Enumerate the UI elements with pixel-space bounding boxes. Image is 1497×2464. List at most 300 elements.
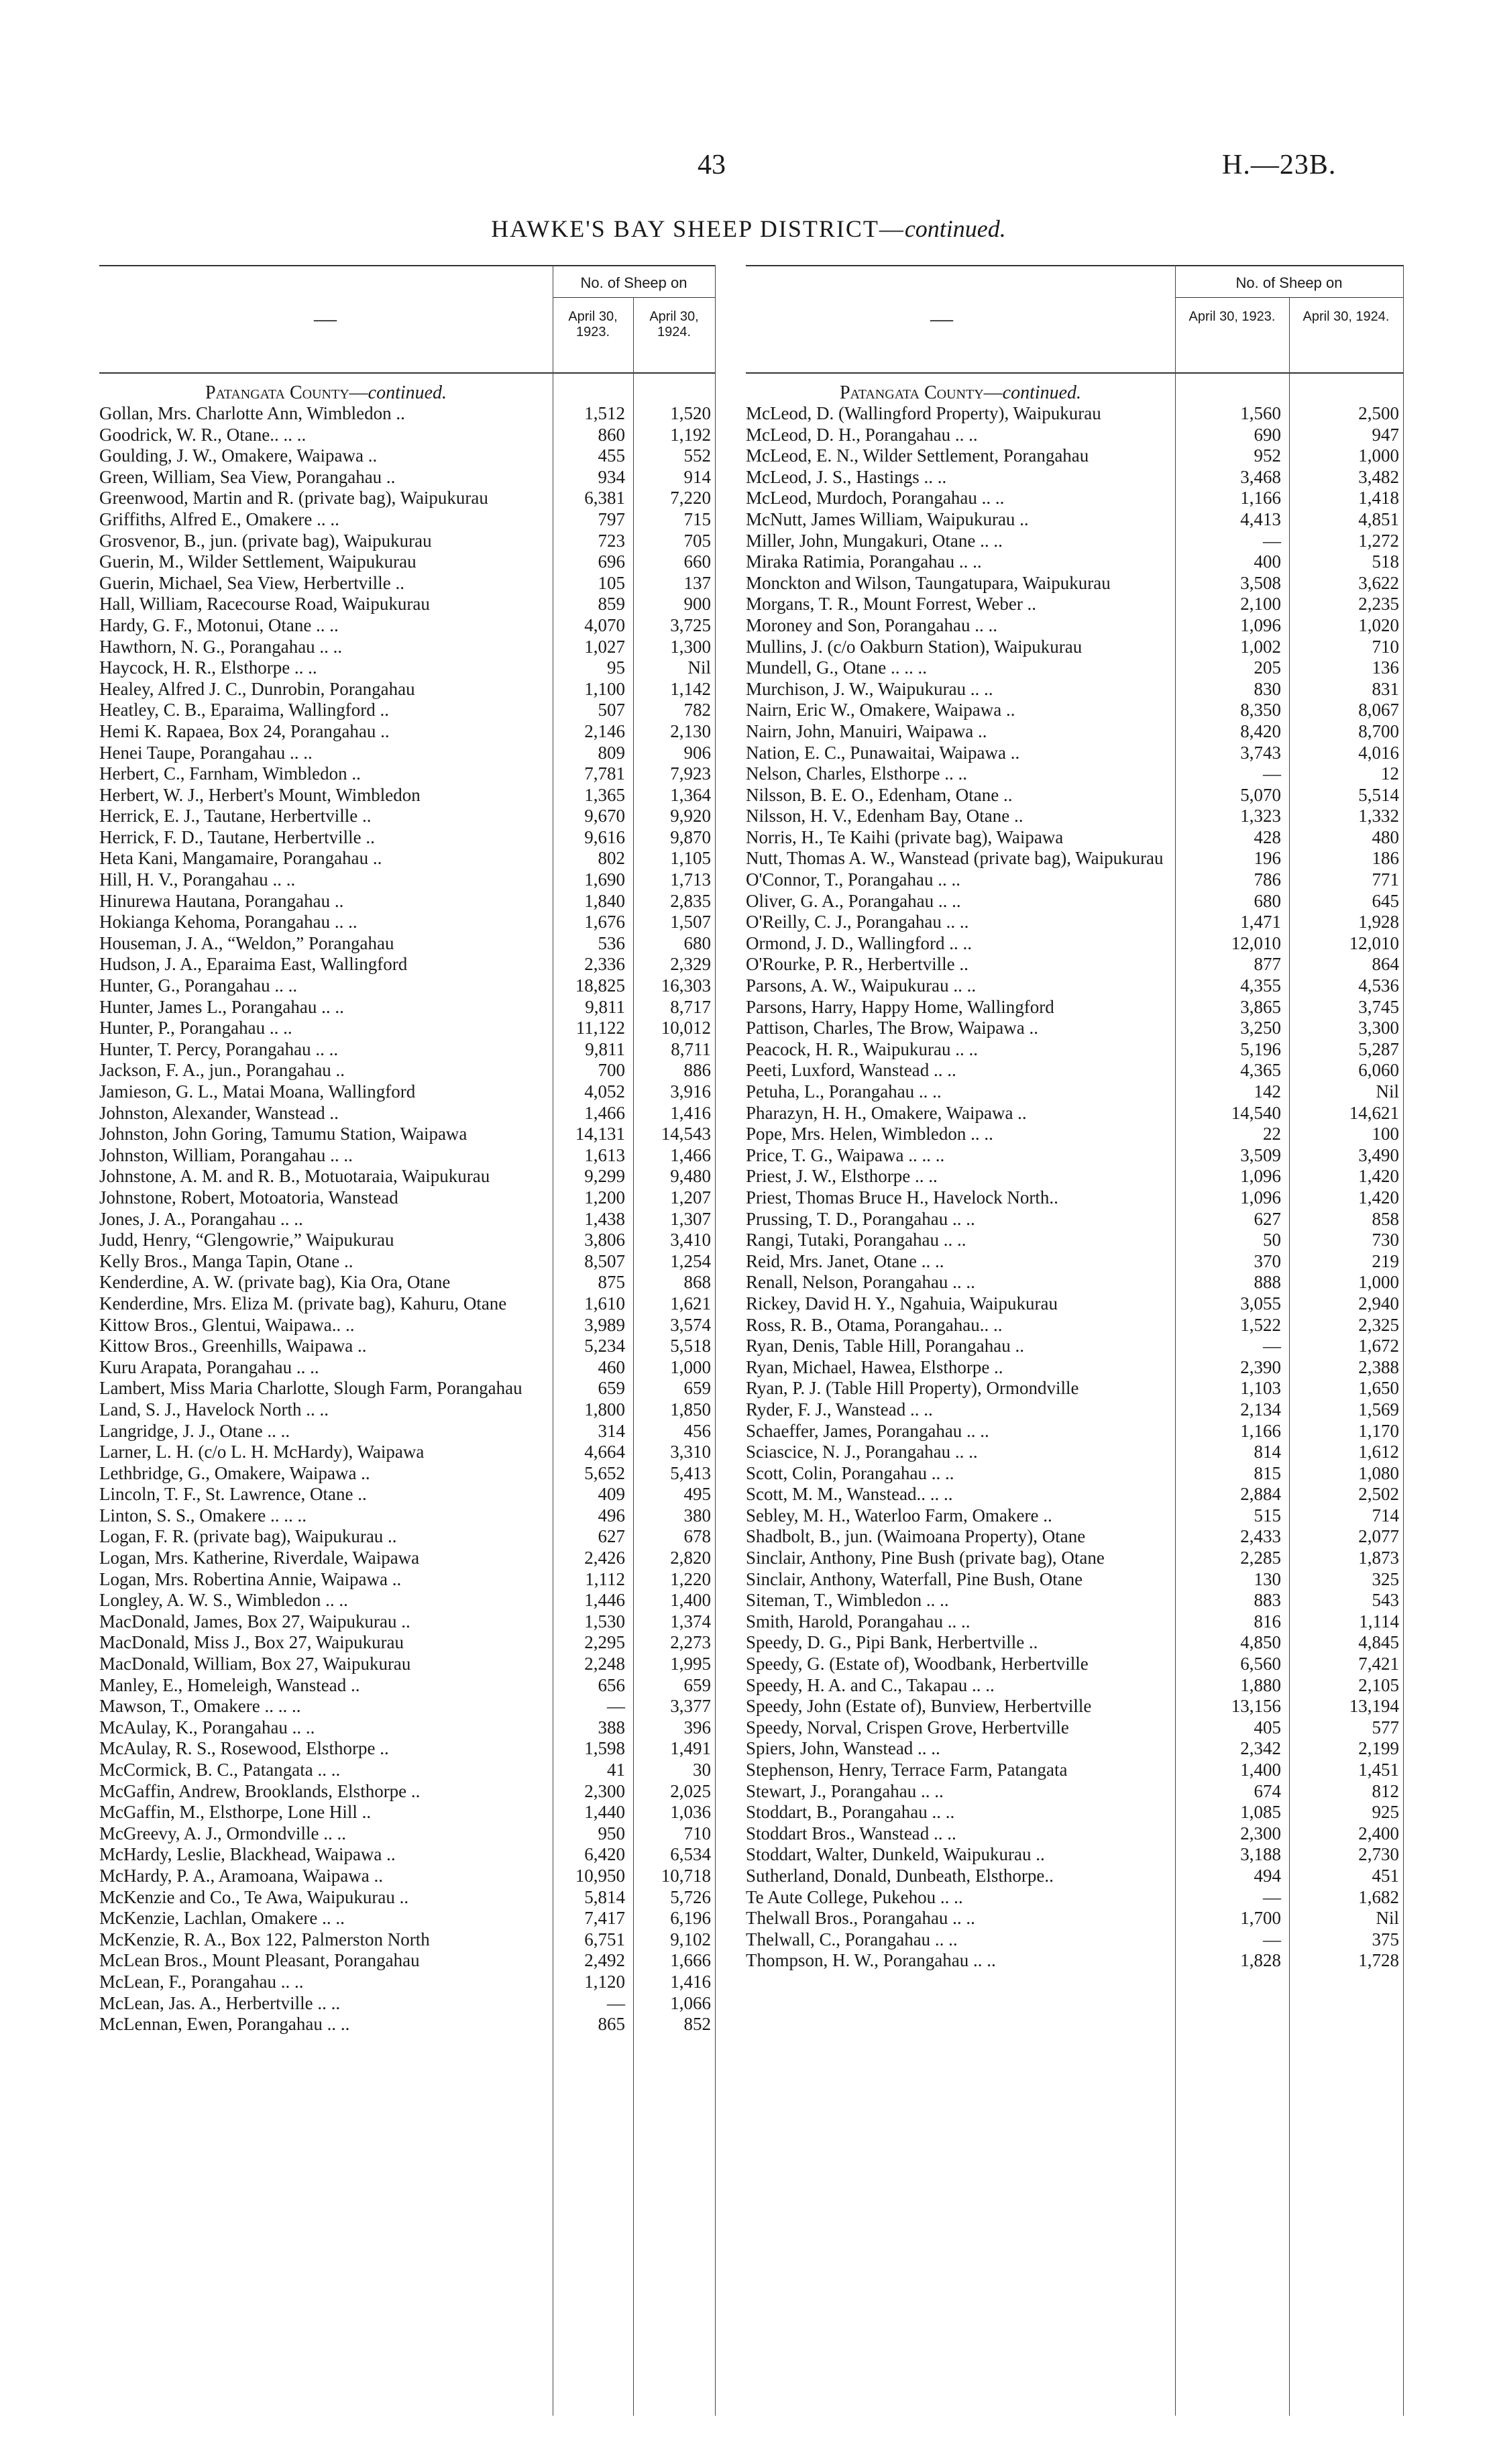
owner-name: Siteman, T., Wimbledon .. .. — [746, 1590, 949, 1611]
sheep-count-1923: 1,096 — [1240, 1187, 1281, 1208]
sheep-count-1923: 142 — [1254, 1081, 1281, 1102]
sheep-count-1924: 518 — [1372, 551, 1399, 572]
owner-name: O'Rourke, P. R., Herbertville .. — [746, 954, 968, 975]
owner-name: Pope, Mrs. Helen, Wimbledon .. .. — [746, 1124, 993, 1144]
sheep-count-1923: 3,865 — [1240, 996, 1281, 1017]
sheep-count-1924: 947 — [1372, 424, 1399, 445]
sheep-count-1923: 400 — [1254, 551, 1281, 572]
owner-name: McGaffin, Andrew, Brooklands, Elsthorpe .. — [99, 1780, 421, 1801]
table-row — [746, 1421, 1403, 1442]
sheep-count-1923: 2,300 — [1240, 1823, 1281, 1843]
sheep-count-1923: 8,420 — [1240, 720, 1281, 741]
table-row — [746, 637, 1403, 658]
sheep-count-1923: 1,166 — [1240, 1420, 1281, 1441]
sheep-count-1923: 888 — [1254, 1272, 1281, 1293]
owner-name: McLean Bros., Mount Pleasant, Porangahau — [99, 1950, 420, 1971]
sheep-count-1924: 8,700 — [1358, 720, 1399, 741]
sheep-count-1924: 1,192 — [670, 424, 711, 445]
owner-name: Jackson, F. A., jun., Porangahau .. — [99, 1060, 345, 1081]
owner-name: Smith, Harold, Porangahau .. .. — [746, 1611, 971, 1631]
table-row — [746, 1124, 1403, 1145]
sheep-count-1923: 2,100 — [1240, 594, 1281, 614]
table-row — [746, 509, 1403, 531]
table-row — [746, 657, 1403, 679]
table-row — [99, 1823, 715, 1845]
table-row — [99, 488, 715, 509]
owner-name: Rangi, Tutaki, Porangahau .. .. — [746, 1230, 966, 1250]
owner-name: Petuha, L., Porangahau .. .. — [746, 1081, 942, 1102]
table-row — [746, 1187, 1403, 1209]
sheep-count-1923: — — [607, 1992, 625, 2013]
sheep-count-1923: 405 — [1254, 1717, 1281, 1737]
table-row — [99, 743, 715, 764]
county-continued: continued. — [368, 382, 447, 403]
owner-name: Nairn, John, Manuiri, Waipawa .. — [746, 720, 987, 741]
county-heading — [99, 383, 553, 403]
table-row — [99, 1081, 715, 1103]
sheep-count-1924: 3,377 — [670, 1696, 711, 1717]
sheep-count-1924: 2,820 — [670, 1548, 711, 1568]
owner-name: Hunter, G., Porangahau .. .. — [99, 975, 298, 996]
owner-name: Shadbolt, B., jun. (Waimoana Property), Otane — [746, 1526, 1086, 1547]
sheep-count-1923: 494 — [1254, 1865, 1281, 1886]
owner-name: Miraka Ratimia, Porangahau .. .. — [746, 551, 982, 572]
sheep-count-1924: 1,300 — [670, 636, 711, 657]
owner-name: Judd, Henry, “Glengowrie,” Waipukurau — [99, 1230, 394, 1250]
table-row — [746, 975, 1403, 997]
table-row — [99, 509, 715, 531]
sheep-count-1923: 2,426 — [584, 1548, 625, 1568]
sheep-count-1924: 10,012 — [661, 1018, 711, 1038]
sheep-count-1924: 9,102 — [670, 1929, 711, 1949]
sheep-count-1923: 6,381 — [584, 488, 625, 508]
owner-name: Gollan, Mrs. Charlotte Ann, Wimbledon .. — [99, 403, 405, 423]
sheep-count-1923: 2,285 — [1240, 1548, 1281, 1568]
table-row — [746, 531, 1403, 552]
owner-name: Hunter, T. Percy, Porangahau .. .. — [99, 1038, 339, 1059]
owner-name: Henei Taupe, Porangahau .. .. — [99, 742, 313, 763]
sheep-count-1923: 1,200 — [584, 1187, 625, 1208]
sheep-count-1923: 2,134 — [1240, 1399, 1281, 1420]
owner-name: Kelly Bros., Manga Tapin, Otane .. — [99, 1250, 353, 1271]
sheep-count-1923: 6,420 — [584, 1844, 625, 1865]
owner-name: Mullins, J. (c/o Oakburn Station), Waipukurau — [746, 636, 1083, 657]
sheep-count-1923: 2,390 — [1240, 1356, 1281, 1377]
sheep-count-1924: 2,235 — [1358, 594, 1399, 614]
sheep-count-1924: 1,466 — [670, 1144, 711, 1165]
sheep-count-1923: 786 — [1254, 869, 1281, 890]
sheep-count-1923: 7,417 — [584, 1908, 625, 1929]
sheep-count-1923: 1,323 — [1240, 806, 1281, 826]
owner-name: McLennan, Ewen, Porangahau .. .. — [99, 2014, 350, 2035]
sheep-count-1924: 1,713 — [670, 869, 711, 890]
owner-name: Murchison, J. W., Waipukurau .. .. — [746, 678, 993, 699]
title-main: HAWKE'S BAY SHEEP DISTRICT— — [491, 215, 905, 242]
sheep-count-1924: 6,534 — [670, 1844, 711, 1865]
sheep-count-1924: 705 — [683, 530, 711, 551]
sheep-count-1924: 852 — [683, 2014, 711, 2035]
sheep-count-1923: 22 — [1263, 1124, 1281, 1144]
sheep-count-1924: 1,170 — [1358, 1420, 1399, 1441]
sheep-count-1924: 375 — [1372, 1929, 1399, 1949]
sheep-count-1924: 1,142 — [670, 678, 711, 699]
owner-name: Speedy, H. A. and C., Takapau .. .. — [746, 1674, 995, 1695]
table-row — [99, 1526, 715, 1548]
owner-name: Logan, F. R. (private bag), Waipukurau .. — [99, 1526, 397, 1547]
sheep-count-1924: 6,196 — [670, 1908, 711, 1929]
sheep-count-1923: 95 — [607, 657, 625, 678]
sheep-count-1923: 877 — [1254, 954, 1281, 975]
owner-name: Herrick, E. J., Tautane, Herbertville .. — [99, 806, 372, 826]
sheep-count-1923: 952 — [1254, 445, 1281, 466]
sheep-count-1923: 1,096 — [1240, 1166, 1281, 1187]
table-row — [746, 763, 1403, 785]
sheep-count-1923: 5,814 — [584, 1886, 625, 1907]
right-table-body — [746, 403, 1403, 1972]
sheep-count-1923: 14,540 — [1231, 1102, 1281, 1123]
sheep-count-1924: 1,332 — [1358, 806, 1399, 826]
table-row — [746, 1442, 1403, 1463]
right-table — [746, 265, 1403, 1972]
table-row — [99, 1124, 715, 1145]
county-name: Patangata County— — [839, 382, 1003, 403]
table-row — [99, 594, 715, 615]
owner-name: Johnstone, A. M. and R. B., Motuotaraia, Waipukurau — [99, 1166, 490, 1187]
sheep-count-1924: 100 — [1372, 1124, 1399, 1144]
sheep-count-1923: 9,811 — [585, 996, 625, 1017]
table-row — [99, 1950, 715, 1972]
owner-name: Thelwall, C., Porangahau .. .. — [746, 1929, 958, 1949]
sheep-count-1923: 1,100 — [584, 678, 625, 699]
owner-name: McKenzie and Co., Te Awa, Waipukurau .. — [99, 1886, 409, 1907]
owner-name: Hemi K. Rapaea, Box 24, Porangahau .. — [99, 720, 390, 741]
sheep-count-1924: 480 — [1372, 826, 1399, 847]
sheep-count-1924: 3,745 — [1358, 996, 1399, 1017]
table-row — [746, 1315, 1403, 1336]
sheep-count-1924: 660 — [683, 551, 711, 572]
owner-name: Greenwood, Martin and R. (private bag), Waipukurau — [99, 488, 488, 508]
table-row — [99, 785, 715, 806]
owner-name: Stewart, J., Porangahau .. .. — [746, 1780, 944, 1801]
sheep-count-1923: 814 — [1254, 1442, 1281, 1462]
sheep-count-1923: 5,234 — [584, 1336, 625, 1356]
column-rule — [715, 265, 716, 2416]
owner-name: Reid, Mrs. Janet, Otane .. .. — [746, 1250, 944, 1271]
sheep-count-1924: 914 — [683, 466, 711, 487]
table-row — [99, 1866, 715, 1887]
owner-name: Green, William, Sea View, Porangahau .. — [99, 466, 396, 487]
sheep-count-1924: 13,194 — [1349, 1696, 1399, 1717]
owner-name: McGaffin, M., Elsthorpe, Lone Hill .. — [99, 1802, 372, 1823]
table-row — [746, 1590, 1403, 1611]
sheep-count-1923: 3,055 — [1240, 1293, 1281, 1314]
owner-name: Pattison, Charles, The Brow, Waipawa .. — [746, 1018, 1039, 1038]
owner-name: Spiers, John, Wanstead .. .. — [746, 1738, 940, 1759]
table-row — [746, 1908, 1403, 1929]
owner-name: Langridge, J. J., Otane .. .. — [99, 1420, 290, 1441]
sheep-count-1924: 219 — [1372, 1250, 1399, 1271]
column-rule — [1175, 265, 1176, 2416]
table-row — [99, 1696, 715, 1717]
left-table — [99, 265, 715, 2035]
sheep-count-1924: 543 — [1372, 1590, 1399, 1611]
sheep-count-1923: 2,433 — [1240, 1526, 1281, 1547]
table-row — [746, 1632, 1403, 1654]
table-row — [99, 1908, 715, 1929]
table-row — [99, 891, 715, 912]
sheep-count-1923: 1,690 — [584, 869, 625, 890]
owner-name: Moroney and Son, Porangahau .. .. — [746, 614, 997, 635]
sheep-count-1923: 830 — [1254, 678, 1281, 699]
sheep-count-1923: 1,365 — [584, 784, 625, 805]
sheep-count-1923: 1,112 — [585, 1568, 625, 1589]
sheep-count-1923: 865 — [598, 2014, 625, 2035]
column-rule — [1289, 297, 1290, 2416]
owner-name: Herbert, W. J., Herbert's Mount, Wimbledon — [99, 784, 421, 805]
sheep-count-1923: 515 — [1254, 1505, 1281, 1525]
sheep-count-1924: 1,020 — [1358, 614, 1399, 635]
sheep-count-1924: 1,272 — [1358, 530, 1399, 551]
table-row — [99, 869, 715, 891]
sheep-count-1923: 1,471 — [1240, 912, 1281, 932]
sheep-count-1924: 3,410 — [670, 1230, 711, 1250]
table-row — [746, 1230, 1403, 1251]
table-row — [746, 1081, 1403, 1103]
table-row — [746, 1484, 1403, 1505]
col-1923-header: April 30, 1923. — [568, 309, 618, 339]
sheep-count-1923: 3,743 — [1240, 742, 1281, 763]
table-row — [99, 679, 715, 700]
sheep-count-1923: 816 — [1254, 1611, 1281, 1631]
sheep-count-1924: 5,514 — [1358, 784, 1399, 805]
owner-name: McHardy, P. A., Aramoana, Waipawa .. — [99, 1865, 383, 1886]
sheep-count-1923: 860 — [598, 424, 625, 445]
table-row — [746, 425, 1403, 446]
sheep-count-1924: 715 — [683, 508, 711, 529]
sheep-count-1924: 1,520 — [670, 403, 711, 423]
owner-name: Logan, Mrs. Katherine, Riverdale, Waipawa — [99, 1548, 420, 1568]
owner-name: Prussing, T. D., Porangahau .. .. — [746, 1208, 975, 1229]
owner-name: McAulay, R. S., Rosewood, Elsthorpe .. — [99, 1738, 389, 1759]
table-row — [99, 1760, 715, 1781]
table-row — [99, 657, 715, 679]
sheep-count-1924: 1,491 — [670, 1738, 711, 1759]
sheep-count-1923: 690 — [1254, 424, 1281, 445]
sheep-count-1924: 1,114 — [1359, 1611, 1399, 1631]
owner-name: Hudson, J. A., Eparaima East, Wallingford — [99, 954, 408, 975]
table-row — [746, 1399, 1403, 1421]
table-row — [99, 1887, 715, 1909]
sheep-count-1923: 1,530 — [584, 1611, 625, 1631]
table-row — [99, 1844, 715, 1866]
sheep-count-1923: 507 — [598, 700, 625, 720]
sheep-count-1924: 1,420 — [1358, 1187, 1399, 1208]
sheep-count-1924: 1,000 — [670, 1356, 711, 1377]
sheep-count-1923: 388 — [598, 1717, 625, 1737]
sheep-count-1923: 3,508 — [1240, 572, 1281, 593]
table-row — [746, 488, 1403, 509]
table-row — [99, 1315, 715, 1336]
owner-name: Renall, Nelson, Porangahau .. .. — [746, 1272, 975, 1293]
table-row — [746, 848, 1403, 869]
name-column-header: — — [314, 307, 337, 331]
sheep-count-1923: 409 — [598, 1484, 625, 1505]
page-title — [0, 215, 1497, 243]
sheep-count-1924: 2,500 — [1358, 403, 1399, 423]
owner-name: McLeod, D. H., Porangahau .. .. — [746, 424, 978, 445]
table-row — [99, 1654, 715, 1675]
table-row — [746, 1166, 1403, 1187]
table-row — [746, 1760, 1403, 1781]
table-row — [746, 1548, 1403, 1569]
sheep-count-1923: 4,850 — [1240, 1632, 1281, 1653]
sheep-count-1924: 9,870 — [670, 826, 711, 847]
sheep-count-1924: 1,066 — [670, 1992, 711, 2013]
sheep-count-1923: 809 — [598, 742, 625, 763]
table-row — [99, 1484, 715, 1505]
sheep-count-1923: 859 — [598, 594, 625, 614]
sheep-count-1924: 3,300 — [1358, 1018, 1399, 1038]
sheep-count-1924: 1,364 — [670, 784, 711, 805]
sheep-count-1923: 2,146 — [584, 720, 625, 741]
table-row — [746, 1823, 1403, 1845]
sheep-count-1924: 14,621 — [1349, 1102, 1399, 1123]
sheep-count-1924: 1,307 — [670, 1208, 711, 1229]
owner-name: Thelwall Bros., Porangahau .. .. — [746, 1908, 975, 1929]
table-row — [99, 467, 715, 488]
table-row — [99, 1781, 715, 1803]
owner-name: McLeod, J. S., Hastings .. .. — [746, 466, 947, 487]
sheep-count-1923: 815 — [1254, 1462, 1281, 1483]
owner-name: Sinclair, Anthony, Waterfall, Pine Bush, Otane — [746, 1568, 1083, 1589]
sheep-count-1923: 875 — [598, 1272, 625, 1293]
owner-name: Speedy, Norval, Crispen Grove, Herbertville — [746, 1717, 1069, 1737]
owner-name: Miller, John, Mungakuri, Otane .. .. — [746, 530, 1003, 551]
sheep-count-1923: 8,350 — [1240, 700, 1281, 720]
owner-name: Stoddart, B., Porangahau .. .. — [746, 1802, 955, 1823]
owner-name: Parsons, A. W., Waipukurau .. .. — [746, 975, 977, 996]
sheep-count-1923: — — [1263, 530, 1281, 551]
sheep-count-1923: 1,828 — [1240, 1950, 1281, 1971]
sheep-count-1924: 12 — [1381, 763, 1399, 784]
owner-name: Hall, William, Racecourse Road, Waipukurau — [99, 594, 430, 614]
sheep-count-1923: 10,950 — [575, 1865, 625, 1886]
sheep-count-1924: 4,845 — [1358, 1632, 1399, 1653]
sheep-count-1924: 1,105 — [670, 848, 711, 869]
sheep-count-1923: 13,156 — [1231, 1696, 1281, 1717]
sheep-count-1923: 6,560 — [1240, 1654, 1281, 1674]
owner-name: Mawson, T., Omakere .. .. .. — [99, 1696, 301, 1717]
sheep-count-1924: 451 — [1372, 1865, 1399, 1886]
sheep-count-1923: 8,507 — [584, 1250, 625, 1271]
sheep-count-1924: 2,730 — [1358, 1844, 1399, 1865]
owner-name: McNutt, James William, Waipukurau .. — [746, 508, 1029, 529]
table-row — [746, 573, 1403, 594]
table-row — [746, 467, 1403, 488]
table-row — [99, 1972, 715, 1993]
sheep-count-1924: 1,650 — [1358, 1378, 1399, 1399]
table-row — [746, 403, 1403, 425]
owner-name: Linton, S. S., Omakere .. .. .. — [99, 1505, 307, 1525]
sheep-count-1924: 886 — [683, 1060, 711, 1081]
sheep-count-1924: 8,717 — [670, 996, 711, 1017]
sheep-count-1923: 4,664 — [584, 1442, 625, 1462]
sheep-count-1923: 9,299 — [584, 1166, 625, 1187]
owner-name: Speedy, John (Estate of), Bunview, Herbertville — [746, 1696, 1092, 1717]
owner-name: Hunter, P., Porangahau .. .. — [99, 1018, 292, 1038]
sheep-count-1923: 1,613 — [584, 1144, 625, 1165]
table-row — [746, 1717, 1403, 1739]
table-row — [746, 615, 1403, 637]
owner-name: Hinurewa Hautana, Porangahau .. — [99, 890, 344, 911]
owner-name: Kittow Bros., Glentui, Waipawa.. .. — [99, 1314, 355, 1335]
owner-name: McKenzie, R. A., Box 122, Palmerston North — [99, 1929, 430, 1949]
sheep-count-1924: Nil — [1376, 1908, 1399, 1929]
page-reference: H.—23B. — [1222, 150, 1337, 180]
owner-name: Schaeffer, James, Porangahau .. .. — [746, 1420, 989, 1441]
sheep-count-1923: 9,616 — [584, 826, 625, 847]
owner-name: Rickey, David H. Y., Ngahuia, Waipukurau — [746, 1293, 1058, 1314]
owner-name: McLeod, E. N., Wilder Settlement, Porangahau — [746, 445, 1089, 466]
sheep-count-1923: 950 — [598, 1823, 625, 1843]
sheep-count-1924: 495 — [683, 1484, 711, 1505]
table-row — [99, 1166, 715, 1187]
column-rule — [1403, 265, 1404, 2416]
sheep-count-1924: 1,374 — [670, 1611, 711, 1631]
sheep-group-header: No. of Sheep on — [1235, 274, 1343, 291]
sheep-count-1923: 9,811 — [585, 1038, 625, 1059]
col-1924-header: April 30, 1924. — [1302, 309, 1390, 324]
sheep-count-1924: 12,010 — [1349, 932, 1399, 953]
owner-name: Mundell, G., Otane .. .. .. — [746, 657, 927, 678]
table-row — [99, 1357, 715, 1379]
sheep-count-1923: 1,446 — [584, 1590, 625, 1611]
sheep-count-1923: 659 — [598, 1378, 625, 1399]
table-row — [746, 1950, 1403, 1972]
sheep-count-1924: 730 — [1372, 1230, 1399, 1250]
county-heading — [746, 383, 1175, 403]
header-rule — [553, 297, 715, 298]
table-row — [746, 1844, 1403, 1866]
table-row — [746, 933, 1403, 955]
sheep-count-1923: 674 — [1254, 1780, 1281, 1801]
table-row — [99, 1802, 715, 1823]
left-table-body — [99, 403, 715, 2035]
col-1924-header: April 30, 1924. — [649, 309, 699, 339]
sheep-count-1924: 14,543 — [661, 1124, 711, 1144]
sheep-count-1923: 1,027 — [584, 636, 625, 657]
sheep-count-1923: 455 — [598, 445, 625, 466]
owner-name: Nilsson, B. E. O., Edenham, Otane .. — [746, 784, 1013, 805]
sheep-count-1924: 1,416 — [670, 1971, 711, 1992]
sheep-count-1924: 1,621 — [670, 1293, 711, 1314]
table-row — [99, 425, 715, 446]
table-row — [99, 637, 715, 658]
owner-name: Haycock, H. R., Elsthorpe .. .. — [99, 657, 317, 678]
sheep-count-1924: 7,923 — [670, 763, 711, 784]
owner-name: Monckton and Wilson, Taungatupara, Waipukurau — [746, 572, 1111, 593]
sheep-count-1924: 1,995 — [670, 1654, 711, 1674]
sheep-count-1923: 460 — [598, 1356, 625, 1377]
sheep-count-1923: 2,884 — [1240, 1484, 1281, 1505]
table-row — [746, 1738, 1403, 1760]
owner-name: McLeod, Murdoch, Porangahau .. .. — [746, 488, 1005, 508]
sheep-count-1923: 1,676 — [584, 912, 625, 932]
sheep-count-1924: 645 — [1372, 890, 1399, 911]
owner-name: Price, T. G., Waipawa .. .. .. — [746, 1144, 945, 1165]
owner-name: Guerin, Michael, Sea View, Herbertville .. — [99, 572, 404, 593]
sheep-count-1924: 714 — [1372, 1505, 1399, 1525]
